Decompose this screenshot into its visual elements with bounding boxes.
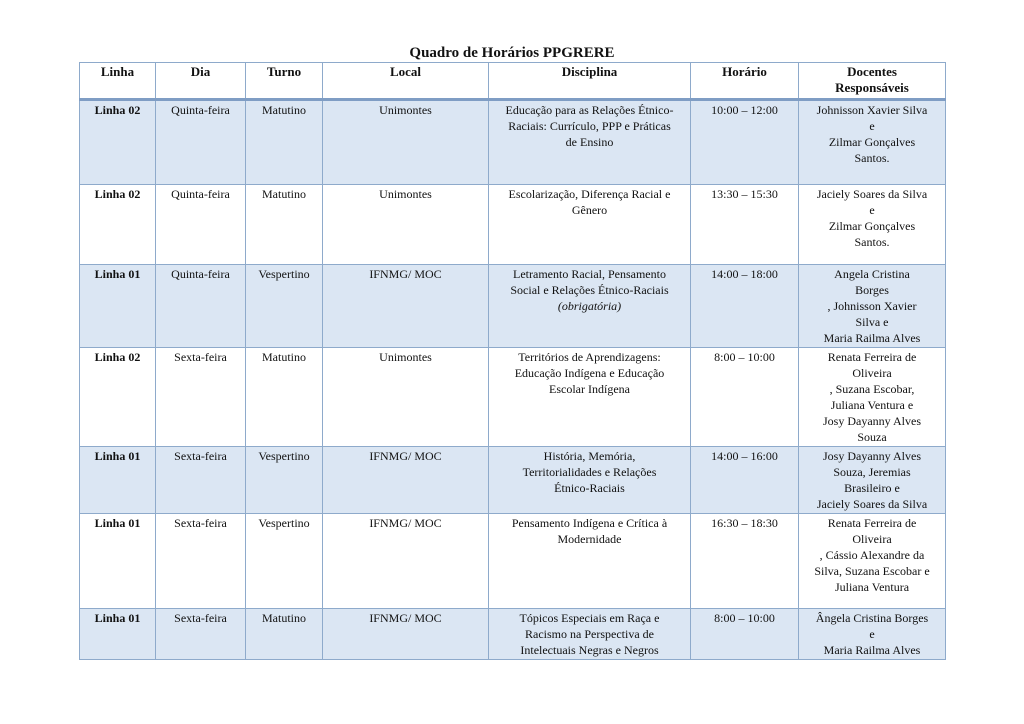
horario-cell: 8:00 – 10:00 — [691, 609, 799, 660]
docente-line: e — [869, 203, 875, 217]
turno-cell: Vespertino — [246, 514, 323, 609]
docente-line: Santos. — [854, 235, 890, 249]
docentes-cell — [799, 609, 946, 660]
docente-line: Zilmar Gonçalves — [828, 135, 916, 149]
horario-cell: 13:30 – 15:30 — [691, 185, 799, 265]
docentes-cell — [799, 514, 946, 609]
dia-cell: Quinta-feira — [156, 185, 246, 265]
docente-line: Johnisson Xavier Silva — [816, 103, 928, 117]
horario-cell: 10:00 – 12:00 — [691, 100, 799, 185]
header-disciplina: Disciplina — [489, 63, 691, 100]
disciplina-cell — [489, 609, 691, 660]
disciplina-line: Raciais: Currículo, PPP e Práticas — [508, 119, 671, 133]
docente-line: Zilmar Gonçalves — [828, 219, 916, 233]
disciplina-line: Racismo na Perspectiva de — [525, 627, 654, 641]
turno-cell: Matutino — [246, 609, 323, 660]
disciplina-line: Escolarização, Diferença Racial e — [508, 187, 671, 201]
disciplina-line: Territórios de Aprendizagens: — [518, 350, 661, 364]
horario-cell: 8:00 – 10:00 — [691, 348, 799, 447]
docente-line: Josy Dayanny Alves — [823, 414, 921, 428]
docente-line: Jaciely Soares da Silva — [816, 497, 928, 511]
disciplina-line: Tópicos Especiais em Raça e — [519, 611, 660, 625]
disciplina-line: História, Memória, — [543, 449, 636, 463]
disciplina-cell — [489, 185, 691, 265]
linha-cell: Linha 02 — [80, 348, 156, 447]
docente-line: Borges — [855, 283, 889, 297]
disciplina-cell — [489, 348, 691, 447]
table-row — [80, 348, 946, 447]
header-docentes-line-1: Docentes — [847, 64, 897, 79]
header-turno: Turno — [246, 63, 323, 100]
disciplina-line: Letramento Racial, Pensamento — [513, 267, 666, 281]
docentes-cell — [799, 447, 946, 514]
local-cell: Unimontes — [323, 100, 489, 185]
dia-cell: Sexta-feira — [156, 348, 246, 447]
docente-line: Silva, Suzana Escobar e — [814, 564, 930, 578]
disciplina-line: Étnico-Raciais — [554, 481, 625, 495]
docente-line: Souza, Jeremias — [833, 465, 911, 479]
docente-line: Oliveira — [852, 366, 892, 380]
turno-cell: Matutino — [246, 100, 323, 185]
dia-cell: Quinta-feira — [156, 265, 246, 348]
table-row — [80, 609, 946, 660]
linha-cell: Linha 01 — [80, 447, 156, 514]
docentes-cell — [799, 185, 946, 265]
disciplina-line: Social e Relações Étnico-Raciais — [510, 283, 669, 297]
header-local: Local — [323, 63, 489, 100]
docente-line: , Suzana Escobar, — [829, 382, 915, 396]
header-row — [80, 63, 946, 100]
disciplina-line: Modernidade — [557, 532, 622, 546]
docente-line: Juliana Ventura e — [830, 398, 914, 412]
docentes-cell — [799, 348, 946, 447]
table-row — [80, 514, 946, 609]
page-title: Quadro de Horários PPGRERE — [409, 45, 615, 61]
linha-cell: Linha 01 — [80, 514, 156, 609]
docente-line: Juliana Ventura — [834, 580, 910, 594]
disciplina-line: de Ensino — [565, 135, 614, 149]
disciplina-cell — [489, 514, 691, 609]
disciplina-line: Escolar Indígena — [549, 382, 630, 396]
docente-line: Ângela Cristina Borges — [815, 611, 929, 625]
horario-cell: 14:00 – 18:00 — [691, 265, 799, 348]
docente-line: Renata Ferreira de — [827, 350, 917, 364]
disciplina-line: Pensamento Indígena e Crítica à — [511, 516, 668, 530]
header-linha: Linha — [80, 63, 156, 100]
linha-cell: Linha 01 — [80, 609, 156, 660]
horario-cell: 16:30 – 18:30 — [691, 514, 799, 609]
turno-cell: Vespertino — [246, 265, 323, 348]
disciplina-cell — [489, 447, 691, 514]
disciplina-note: (obrigatória) — [557, 299, 622, 313]
header-docentes-line-2: Responsáveis — [835, 80, 909, 95]
docente-line: Josy Dayanny Alves — [823, 449, 921, 463]
docente-line: , Cássio Alexandre da — [819, 548, 925, 562]
local-cell: Unimontes — [323, 185, 489, 265]
header-horario: Horário — [691, 63, 799, 100]
disciplina-line: Gênero — [571, 203, 608, 217]
disciplina-line: Educação Indígena e Educação — [514, 366, 665, 380]
local-cell: IFNMG/ MOC — [323, 609, 489, 660]
docente-line: , Johnisson Xavier — [827, 299, 917, 313]
horario-cell: 14:00 – 16:00 — [691, 447, 799, 514]
docente-line: Maria Railma Alves — [823, 331, 921, 345]
table-row — [80, 265, 946, 348]
header-dia: Dia — [156, 63, 246, 100]
docente-line: e — [869, 627, 875, 641]
docente-line: Santos. — [854, 151, 890, 165]
table-row — [80, 185, 946, 265]
dia-cell: Sexta-feira — [156, 514, 246, 609]
table-body — [80, 100, 946, 660]
dia-cell: Sexta-feira — [156, 609, 246, 660]
docente-line: Angela Cristina — [834, 267, 910, 281]
docente-line: e — [869, 119, 875, 133]
docente-line: Jaciely Soares da Silva — [816, 187, 928, 201]
docente-line: Souza — [857, 430, 887, 444]
table-row — [80, 447, 946, 514]
docentes-cell — [799, 100, 946, 185]
disciplina-line: Territorialidades e Relações — [522, 465, 657, 479]
table-row — [80, 100, 946, 185]
docente-line: Renata Ferreira de — [827, 516, 917, 530]
disciplina-line: Intelectuais Negras e Negros — [520, 643, 659, 657]
disciplina-cell — [489, 265, 691, 348]
disciplina-cell — [489, 100, 691, 185]
linha-cell: Linha 02 — [80, 100, 156, 185]
local-cell: IFNMG/ MOC — [323, 447, 489, 514]
turno-cell: Matutino — [246, 348, 323, 447]
schedule-table — [79, 62, 946, 660]
turno-cell: Matutino — [246, 185, 323, 265]
local-cell: Unimontes — [323, 348, 489, 447]
docente-line: Maria Railma Alves — [823, 643, 921, 657]
header-docentes — [799, 63, 946, 100]
docente-line: Silva e — [855, 315, 889, 329]
docente-line: Brasileiro e — [844, 481, 900, 495]
local-cell: IFNMG/ MOC — [323, 265, 489, 348]
docente-line: Oliveira — [852, 532, 892, 546]
turno-cell: Vespertino — [246, 447, 323, 514]
dia-cell: Quinta-feira — [156, 100, 246, 185]
docentes-cell — [799, 265, 946, 348]
local-cell: IFNMG/ MOC — [323, 514, 489, 609]
linha-cell: Linha 02 — [80, 185, 156, 265]
linha-cell: Linha 01 — [80, 265, 156, 348]
dia-cell: Sexta-feira — [156, 447, 246, 514]
disciplina-line: Educação para as Relações Étnico- — [505, 103, 674, 117]
